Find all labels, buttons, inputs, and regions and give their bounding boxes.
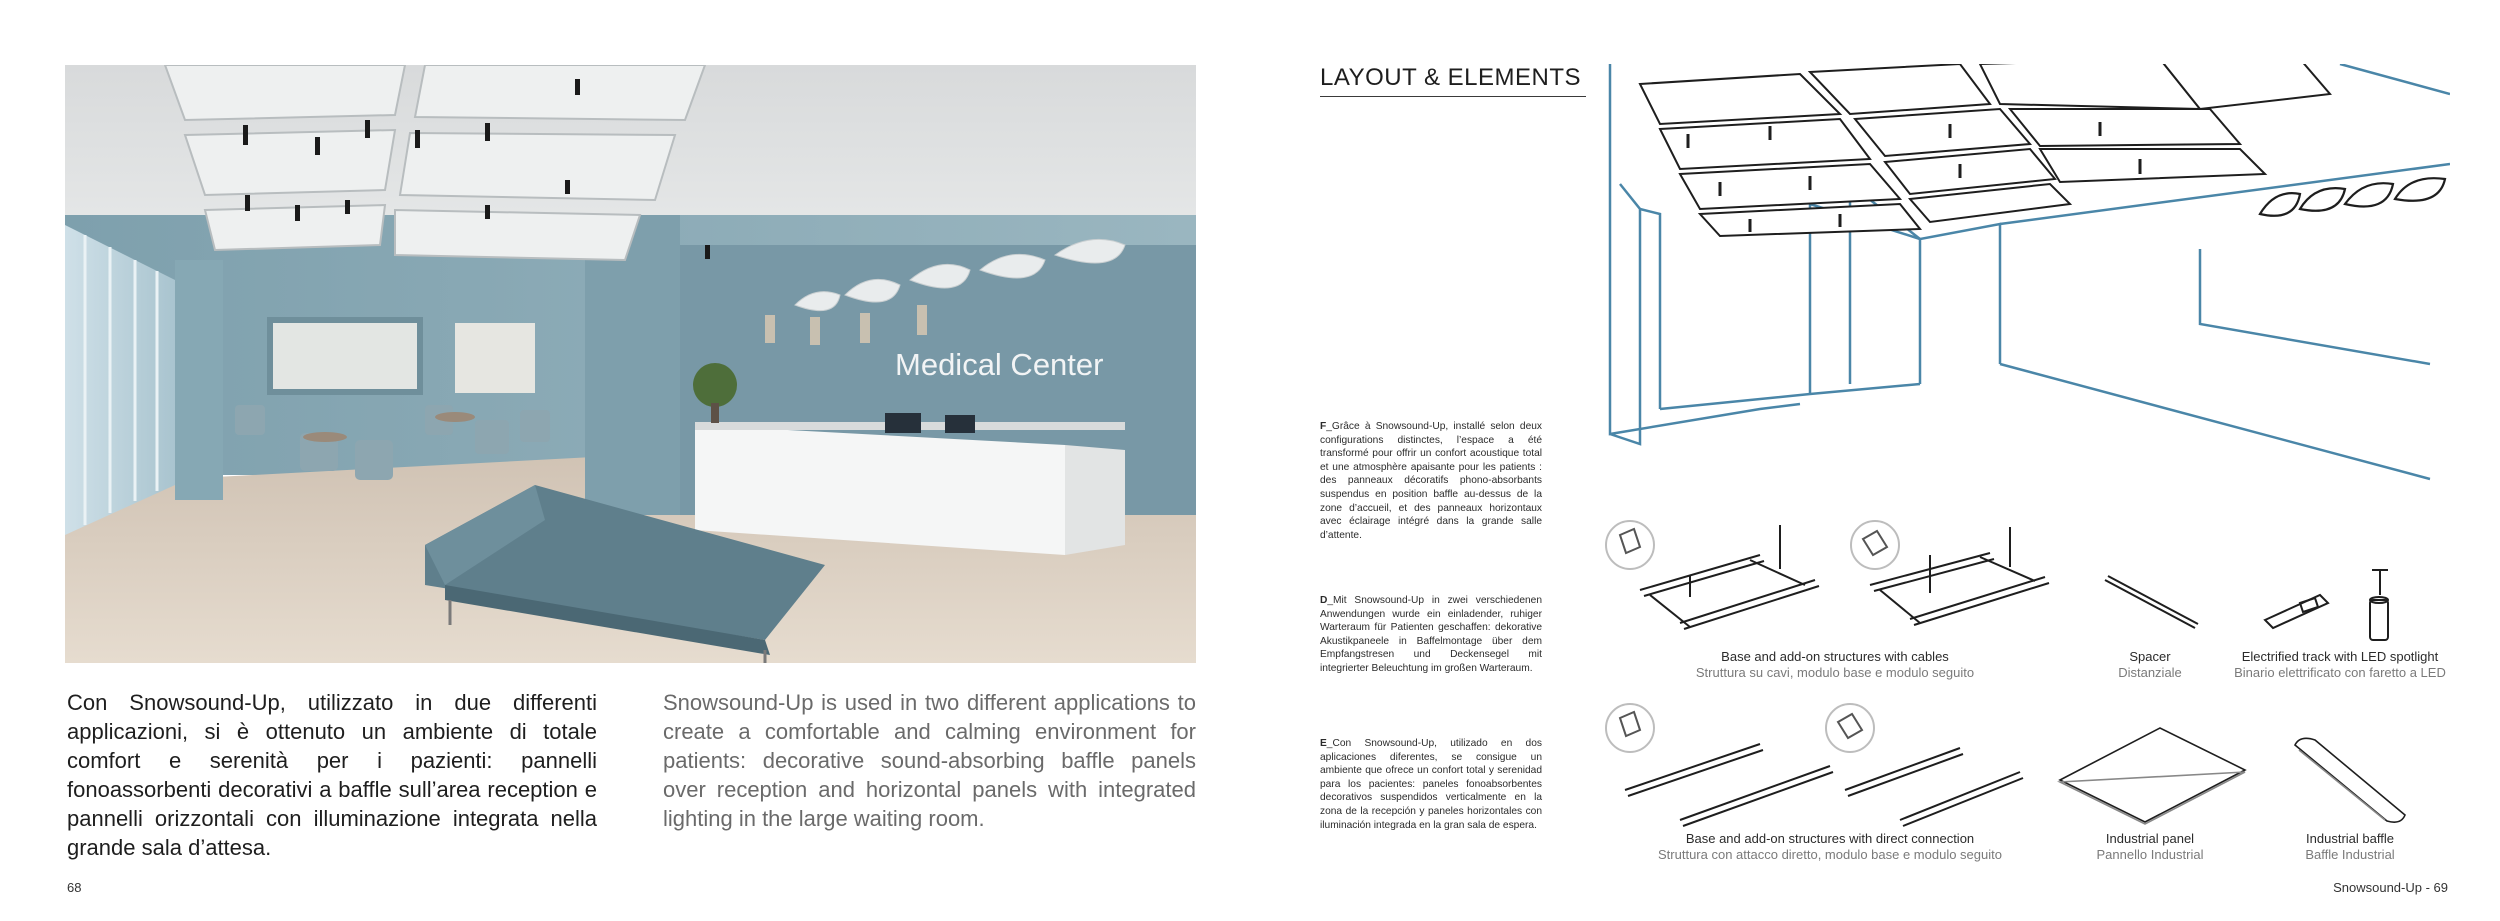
text-spanish-letter: E xyxy=(1320,738,1327,749)
caption-electrified-track xyxy=(2225,649,2455,681)
medical-center-sign: Medical Center xyxy=(895,347,1104,382)
caption-spacer-it: Distanziale xyxy=(2118,665,2182,680)
caption-spacer-en: Spacer xyxy=(2129,649,2171,664)
text-german-letter: D xyxy=(1320,595,1328,606)
text-spanish xyxy=(1320,737,1542,832)
section-title-rule xyxy=(1320,96,1586,97)
caption-spacer xyxy=(2070,649,2230,681)
text-spanish-body: _Con Snowsound-Up, utilizado en dos aplicaciones diferentes, se consigue un ambiente que ofrece un confort total y serenidad para los pacientes: paneles fonoabsorbentes decorativos suspendidos verticalmente en la zona de la recepción y paneles horizontales con iluminación integrada en la gran sala de espera. xyxy=(1320,738,1542,831)
caption-direct-connection xyxy=(1630,831,2030,863)
text-german xyxy=(1320,594,1542,676)
caption-electrified-track-it: Binario elettrificato con faretto a LED xyxy=(2234,665,2446,680)
caption-cable-structure xyxy=(1635,649,2035,681)
caption-industrial-baffle-it: Baffle Industrial xyxy=(2305,847,2395,862)
industrial-panel-drawing xyxy=(2050,720,2250,830)
caption-direct-connection-it: Struttura con attacco diretto, modulo base e modulo seguito xyxy=(1658,847,2002,862)
caption-electrified-track-en: Electrified track with LED spotlight xyxy=(2241,649,2439,664)
caption-industrial-baffle xyxy=(2265,831,2435,863)
section-title: LAYOUT & ELEMENTS xyxy=(1320,64,1582,91)
electrified-track-drawing xyxy=(2260,565,2420,645)
text-french xyxy=(1320,420,1542,542)
medical-center-photo xyxy=(65,65,1196,663)
caption-cable-structure-it: Struttura su cavi, modulo base e modulo seguito xyxy=(1695,665,1975,680)
text-german-body: _Mit Snowsound-Up in zwei verschiedenen Anwendungen wurde ein einladender, ruhiger Warteraum für Patienten geschaffen: dekorative Akustikpaneele in Baffelmontage über dem Empfangstresen und Deckensegel mit integrierter Beleuchtung im großen Warteraum. xyxy=(1320,595,1542,674)
caption-industrial-panel xyxy=(2060,831,2240,863)
caption-industrial-panel-it: Pannello Industrial xyxy=(2096,847,2204,862)
direct-connection-drawing xyxy=(1600,700,2040,830)
text-french-letter: F xyxy=(1320,421,1327,432)
body-text-italian: Con Snowsound-Up, utilizzato in due differenti applicazioni, si è ottenuto un ambiente di totale comfort e serenità per i pazienti: pannelli fonoassorbenti decorativi a baffle sull’area reception e pannelli orizzontali con illuminazione integrata nella grande sala d’attesa. xyxy=(67,690,597,860)
layout-line-drawing xyxy=(1600,64,2450,489)
caption-cable-structure-en: Base and add-on structures with cables xyxy=(1721,649,1949,664)
caption-direct-connection-en: Base and add-on structures with direct connection xyxy=(1685,831,1975,846)
industrial-baffle-drawing xyxy=(2285,730,2415,830)
cable-structure-drawing xyxy=(1600,515,2070,645)
page-number-left: 68 xyxy=(67,880,82,895)
text-french-body: _Grâce à Snowsound-Up, installé selon deux configurations distinctes, l’espace a été transformé pour offrir un confort acoustique total et une atmosphère apaisante pour les patients : des panneaux décoratifs phono-absorbants suspendus en position baffle au-dessus de la zone d’accueil, et des panneaux horizontaux avec éclairage intégré dans la grande salle d’attente. xyxy=(1320,421,1542,541)
caption-industrial-panel-en: Industrial panel xyxy=(2105,831,2195,846)
page-footer-right: Snowsound-Up - 69 xyxy=(2333,880,2448,895)
caption-industrial-baffle-en: Industrial baffle xyxy=(2306,831,2394,846)
body-text-english: Snowsound-Up is used in two different applications to create a comfortable and calming environment for patients: decorative sound-absorbing baffle panels over reception and horizontal panels with integrated lighting in the large waiting room. xyxy=(663,690,1196,831)
spacer-drawing xyxy=(2095,570,2205,640)
